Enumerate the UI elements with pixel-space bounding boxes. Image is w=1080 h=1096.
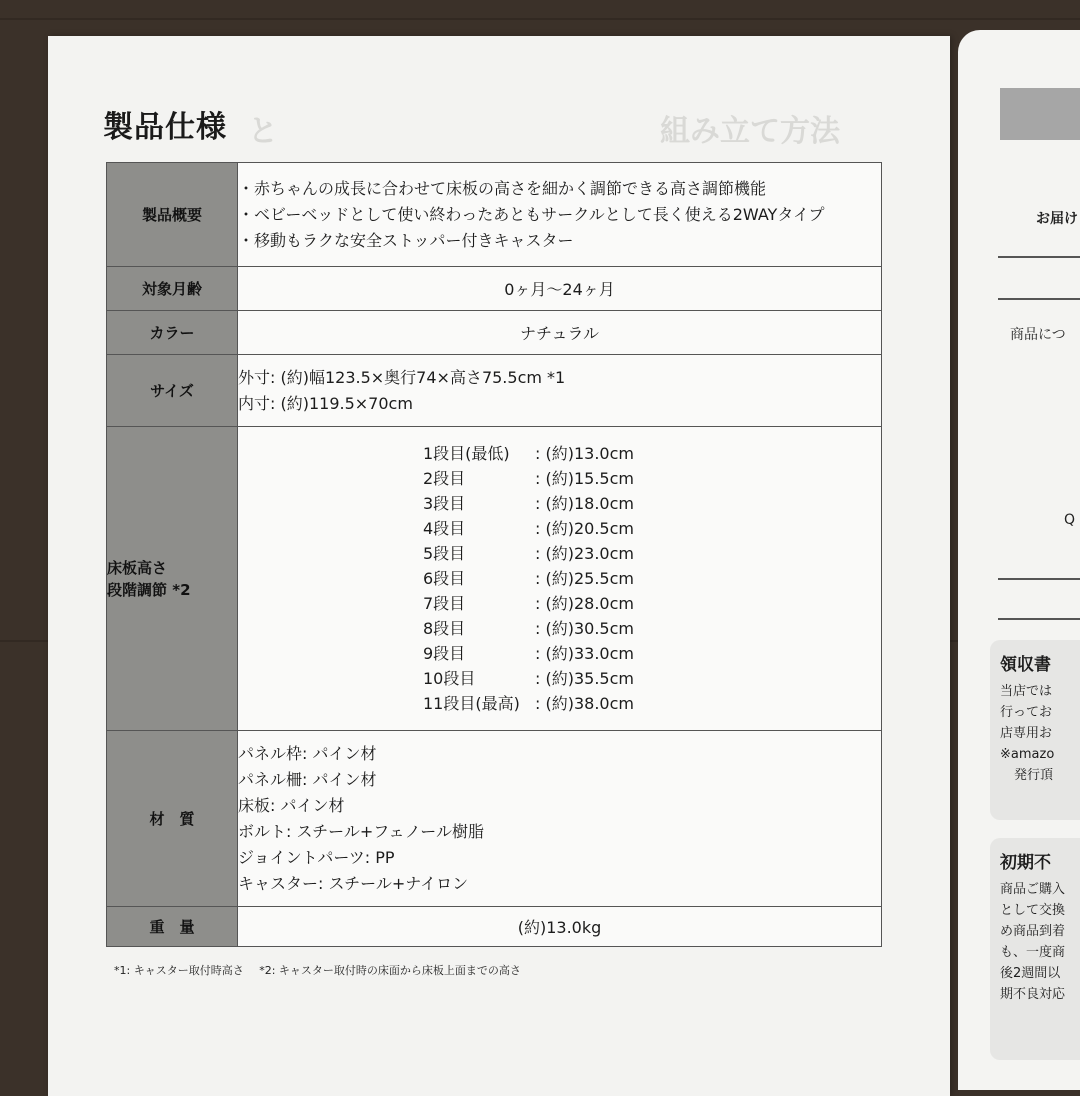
table-row	[107, 311, 882, 355]
overview-label: 製品概要	[107, 163, 238, 267]
color-label: カラー	[107, 311, 238, 355]
floor-row	[238, 666, 881, 691]
table-row	[107, 731, 882, 907]
outer-size: 外寸: (約)幅123.5×奥行74×高さ75.5cm *1	[238, 367, 566, 387]
material-line: 床板: パイン材	[238, 795, 345, 815]
floor-label-line2: 段階調節 *2	[107, 580, 191, 599]
delivery-heading: お届け	[1036, 211, 1078, 227]
material-line: パネル柵: パイン材	[238, 769, 377, 789]
defect-line: 商品ご購入	[1000, 882, 1066, 897]
table-row	[107, 907, 882, 947]
overview-line: ・移動もラクな安全ストッパー付きキャスター	[238, 230, 574, 250]
product-note: 商品につ	[1010, 327, 1066, 343]
floor-row	[238, 616, 881, 641]
floor-height: : (約)33.0cm	[535, 644, 634, 663]
floor-height: : (約)35.5cm	[535, 669, 634, 688]
receipt-line: ※amazo	[1000, 747, 1055, 762]
material-line: パネル枠: パイン材	[238, 743, 377, 763]
floor-label-line1: 床板高さ	[107, 558, 168, 577]
floor-row	[238, 566, 881, 591]
floor-height: : (約)38.0cm	[535, 694, 634, 713]
age-value: 0ヶ月～24ヶ月	[238, 267, 882, 311]
divider	[998, 578, 1080, 580]
faded-heading-fragment: と	[248, 114, 278, 149]
material-line: キャスター: スチール+ナイロン	[238, 873, 469, 893]
table-row	[107, 427, 882, 731]
defect-line: も、一度商	[1000, 945, 1066, 960]
receipt-box	[990, 640, 1080, 820]
size-value	[238, 355, 882, 427]
floor-height: : (約)15.5cm	[535, 469, 634, 488]
floor-height: : (約)28.0cm	[535, 594, 634, 613]
floor-height-label	[107, 427, 238, 731]
floor-height: : (約)20.5cm	[535, 519, 634, 538]
manual-page-right	[958, 30, 1080, 1090]
floor-step: 7段目	[423, 594, 466, 613]
material-label: 材 質	[107, 731, 238, 907]
floor-step: 3段目	[423, 494, 466, 513]
inner-size: 内寸: (約)119.5×70cm	[238, 393, 413, 413]
floor-step: 10段目	[423, 669, 476, 688]
weight-value: (約)13.0kg	[238, 907, 882, 947]
floor-height: : (約)23.0cm	[535, 544, 634, 563]
color-value: ナチュラル	[238, 311, 882, 355]
floor-height: : (約)30.5cm	[535, 619, 634, 638]
overview-line: ・赤ちゃんの成長に合わせて床板の高さを細かく調節できる高さ調節機能	[238, 178, 767, 198]
floor-step: 8段目	[423, 619, 466, 638]
floor-step: 9段目	[423, 644, 466, 663]
floor-step: 4段目	[423, 519, 466, 538]
overview-line: ・ベビーベッドとして使い終わったあともサークルとして長く使える2WAYタイプ	[238, 204, 825, 224]
floor-height-values	[238, 427, 882, 731]
floor-height: : (約)25.5cm	[535, 569, 634, 588]
floor-step: 11段目(最高)	[423, 694, 520, 713]
floor-row	[238, 491, 881, 516]
section-header-bar	[1000, 88, 1080, 140]
receipt-heading: 領収書	[1000, 655, 1051, 675]
page-title: 製品仕様	[103, 110, 227, 145]
spec-table	[106, 162, 882, 947]
floor-step: 2段目	[423, 469, 466, 488]
table-row	[107, 355, 882, 427]
receipt-line: 当店では	[1000, 684, 1053, 699]
divider	[998, 298, 1080, 300]
defect-box	[990, 838, 1080, 1060]
floor-row	[238, 466, 881, 491]
floor-row	[238, 591, 881, 616]
floor-row	[238, 541, 881, 566]
floor-row	[238, 691, 881, 716]
material-line: ジョイントパーツ: PP	[238, 847, 395, 867]
weight-label: 重 量	[107, 907, 238, 947]
defect-line: 後2週間以	[1000, 966, 1061, 981]
floor-height: : (約)18.0cm	[535, 494, 634, 513]
divider	[998, 618, 1080, 620]
floor-row	[238, 641, 881, 666]
faded-assembly-heading: 組み立て方法	[660, 114, 840, 149]
floor-row	[238, 441, 881, 466]
floor-step: 1段目(最低)	[423, 444, 510, 463]
defect-line: 期不良対応	[1000, 987, 1066, 1002]
divider	[998, 256, 1080, 258]
age-label: 対象月齢	[107, 267, 238, 311]
footnotes	[114, 962, 533, 978]
floor-step: 5段目	[423, 544, 466, 563]
defect-heading: 初期不	[1000, 853, 1051, 873]
q-label: Q	[1064, 512, 1076, 528]
floor-height: : (約)13.0cm	[535, 444, 634, 463]
floor-row	[238, 516, 881, 541]
table-row	[107, 163, 882, 267]
size-label: サイズ	[107, 355, 238, 427]
receipt-line: 行ってお	[1000, 705, 1053, 720]
material-value	[238, 731, 882, 907]
receipt-line: 発行頂	[1014, 768, 1054, 783]
receipt-line: 店専用お	[1000, 726, 1053, 741]
footnote-1: *1: キャスター取付時高さ	[114, 964, 244, 977]
material-line: ボルト: スチール+フェノール樹脂	[238, 821, 484, 841]
defect-line: め商品到着	[1000, 924, 1066, 939]
footnote-2: *2: キャスター取付時の床面から床板上面までの高さ	[259, 964, 521, 977]
table-row	[107, 267, 882, 311]
manual-page-left	[48, 36, 950, 1096]
overview-value	[238, 163, 882, 267]
floor-step: 6段目	[423, 569, 466, 588]
defect-line: として交換	[1000, 903, 1066, 918]
